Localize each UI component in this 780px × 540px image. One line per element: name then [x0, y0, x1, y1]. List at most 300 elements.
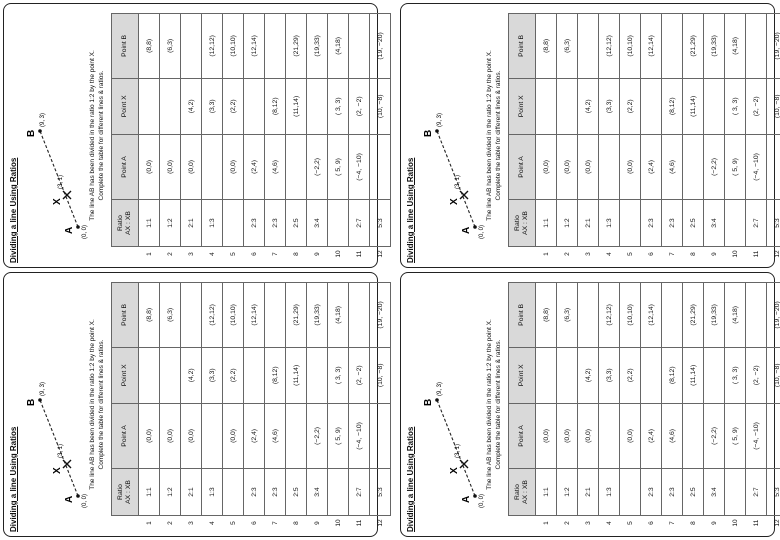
point-x-cell: (11,14) [286, 347, 307, 403]
row-number: 9 [313, 521, 321, 525]
point-b-cell [662, 283, 683, 348]
point-b-cell: (8,8) [536, 14, 557, 79]
ratio-cell: 1:3 [599, 469, 620, 516]
point-b-dot [435, 398, 439, 402]
point-b-cell [578, 14, 599, 79]
instruction-line: Complete the table for different lines & ratios. [495, 70, 503, 201]
ratio-cell: 2:7 [349, 200, 370, 247]
row-number-header [509, 516, 536, 531]
ratio-cell: 1:1 [139, 200, 160, 247]
ratio-cell [725, 200, 746, 247]
point-a-cell: (4,6) [662, 403, 683, 468]
worksheet-card-bottom-right [400, 272, 780, 537]
row-number: 10 [731, 519, 739, 527]
point-b-cell [746, 283, 767, 348]
point-b-cell: (4,18) [725, 283, 746, 348]
point-x-cell: (8,12) [265, 78, 286, 134]
ratio-cell: 1:1 [536, 200, 557, 247]
point-x-coord: (3, 1) [58, 174, 64, 189]
worksheet-sheet [4, 4, 384, 269]
worksheet-card-top-right [400, 3, 780, 268]
ratio-cell: 2:3 [662, 469, 683, 516]
point-x-cell: (2, −2) [746, 78, 767, 134]
table-row [307, 283, 328, 531]
point-a-cell: ( 5, 9) [725, 134, 746, 199]
row-number: 2 [166, 521, 174, 525]
point-a-cell: (−2,2) [307, 134, 328, 199]
point-b-cell [265, 283, 286, 348]
point-a-cell [202, 134, 223, 199]
table-row [536, 14, 557, 262]
point-b-cell [746, 14, 767, 79]
point-x-cell: (10, −8) [370, 78, 391, 134]
point-a-cell: (0,0) [557, 134, 578, 199]
ratio-header [112, 469, 139, 516]
table-row [704, 14, 725, 262]
ratio-cell: 2:3 [265, 469, 286, 516]
point-b-cell: (6,3) [557, 14, 578, 79]
ratio-cell: 5:3 [370, 469, 391, 516]
row-number: 11 [752, 250, 760, 258]
point-x-coord: (3, 1) [58, 443, 64, 458]
ratio-cell: 2:5 [683, 469, 704, 516]
point-b-cell: (12,12) [202, 283, 223, 348]
point-b-cell: (6,3) [557, 283, 578, 348]
description-line: The line AB has been divided in the ratio 1:2 by the point X. [89, 50, 96, 221]
table-row [704, 283, 725, 531]
row-number: 10 [731, 250, 739, 258]
ratio-cell: 2:5 [286, 469, 307, 516]
ratio-cell [328, 200, 349, 247]
ratio-cell: 1:2 [557, 200, 578, 247]
point-a-label: A [461, 495, 472, 503]
ratio-cell: 2:1 [181, 469, 202, 516]
ratio-header-sublabel: AX : XB [125, 480, 132, 504]
worksheet-description [88, 8, 106, 263]
row-number: 11 [355, 519, 363, 527]
ratio-cell [620, 469, 641, 516]
ratio-cell [223, 469, 244, 516]
worksheet-card-top-left [3, 3, 384, 268]
point-a-cell: (0,0) [536, 134, 557, 199]
point-b-cell [349, 14, 370, 79]
table-row [223, 14, 244, 262]
point-x-cell [536, 347, 557, 403]
row-number: 10 [334, 519, 342, 527]
point-b-cell: (6,3) [160, 283, 181, 348]
point-a-cell: (2,4) [244, 403, 265, 468]
table-row [662, 283, 683, 531]
point-a-cell: (0,0) [578, 403, 599, 468]
point-x-cell [557, 347, 578, 403]
row-number: 1 [542, 521, 550, 525]
ratio-cell: 3:4 [307, 200, 328, 247]
table-row [641, 283, 662, 531]
row-number: 9 [710, 252, 718, 256]
point-a-cell: (0,0) [578, 134, 599, 199]
table-row [536, 283, 557, 531]
point-x-cell: (11,14) [683, 347, 704, 403]
description-line: The line AB has been divided in the ratio 1:2 by the point X. [486, 319, 493, 490]
row-number: 3 [584, 252, 592, 256]
point-a-cell: (0,0) [139, 134, 160, 199]
table-row [725, 283, 746, 531]
point-b-cell [662, 14, 683, 79]
row-number: 3 [187, 252, 195, 256]
point-b-coord: (9, 3) [40, 381, 46, 396]
point-b-cell [181, 14, 202, 79]
point-b-cell: (8,8) [139, 14, 160, 79]
ratio-cell: 2:3 [244, 469, 265, 516]
point-x-header: Point X [112, 347, 139, 403]
row-number-header [112, 247, 139, 262]
ratio-cell [328, 469, 349, 516]
table-row [370, 283, 391, 531]
point-a-cell: ( 5, 9) [725, 403, 746, 468]
table-row [349, 283, 370, 531]
row-number: 4 [605, 252, 613, 256]
point-x-cell: (8,12) [662, 78, 683, 134]
point-b-cell: (19, −20) [370, 283, 391, 348]
point-b-cell: (21,29) [286, 283, 307, 348]
table-row [599, 14, 620, 262]
point-b-cell: (10,10) [223, 14, 244, 79]
point-x-cell: ( 3, 3) [328, 347, 349, 403]
point-x-label: X [449, 198, 460, 205]
point-b-header: Point B [509, 14, 536, 79]
card-border [400, 272, 780, 537]
point-b-dot [435, 129, 439, 133]
table-row [160, 283, 181, 531]
card-border [400, 3, 780, 268]
point-a-cell: (−4, −10) [746, 403, 767, 468]
table-row [328, 283, 349, 531]
point-b-coord: (9, 3) [437, 381, 443, 396]
table-row [662, 14, 683, 262]
row-number: 8 [689, 521, 697, 525]
point-x-header: Point X [509, 347, 536, 403]
row-number-header [509, 247, 536, 262]
point-a-cell: (0,0) [139, 403, 160, 468]
point-a-cell: (−2,2) [704, 134, 725, 199]
line-segment-diagram [20, 368, 90, 518]
row-number: 11 [752, 519, 760, 527]
point-b-cell: (8,8) [139, 283, 160, 348]
point-a-dot [76, 225, 80, 229]
point-a-cell: ( 5, 9) [328, 134, 349, 199]
line-segment-diagram [417, 368, 487, 518]
point-b-cell: (12,14) [244, 14, 265, 79]
point-b-cell: (19,33) [704, 14, 725, 79]
table-row [746, 283, 767, 531]
point-b-dot [38, 398, 42, 402]
table-row [265, 14, 286, 262]
point-x-cell: (3,3) [599, 78, 620, 134]
point-b-cell [265, 14, 286, 79]
row-number: 12 [773, 250, 780, 258]
point-b-cell: (19, −20) [370, 14, 391, 79]
point-x-cell: (3,3) [599, 347, 620, 403]
ratio-cell: 2:1 [181, 200, 202, 247]
ratio-cell: 2:5 [683, 200, 704, 247]
point-x-cell: (10, −8) [767, 347, 780, 403]
row-number: 9 [313, 252, 321, 256]
point-x-cell: (3,3) [202, 78, 223, 134]
point-a-cell: (−4, −10) [349, 403, 370, 468]
point-b-cell: (10,10) [620, 14, 641, 79]
point-a-coord: (0, 0) [82, 224, 88, 239]
ratio-header [509, 200, 536, 247]
point-x-cell: (10, −8) [370, 347, 391, 403]
point-a-cell [370, 134, 391, 199]
row-number: 6 [647, 521, 655, 525]
ratio-header-label: Ratio [513, 215, 521, 231]
point-x-coord: (3, 1) [455, 174, 461, 189]
point-b-cell: (21,29) [286, 14, 307, 79]
table-row [370, 14, 391, 262]
point-a-label: A [461, 226, 472, 234]
ratio-header-sublabel: AX : XB [522, 211, 529, 235]
ratio-table [111, 282, 391, 530]
point-x-cell [704, 347, 725, 403]
point-x-cell [160, 78, 181, 134]
point-b-cell: (6,3) [160, 14, 181, 79]
row-number: 5 [626, 252, 634, 256]
row-number: 5 [626, 521, 634, 525]
point-x-header: Point X [509, 78, 536, 134]
point-a-header: Point A [112, 134, 139, 199]
point-b-dot [38, 129, 42, 133]
table-row [746, 14, 767, 262]
ratio-cell: 2:3 [641, 200, 662, 247]
ratio-header [509, 469, 536, 516]
point-b-cell: (4,18) [328, 283, 349, 348]
row-number: 9 [710, 521, 718, 525]
point-a-cell: (−4, −10) [349, 134, 370, 199]
point-b-label: B [423, 129, 434, 137]
point-a-coord: (0, 0) [82, 493, 88, 508]
table-header-row [112, 14, 139, 262]
point-b-cell: (19,33) [704, 283, 725, 348]
ratio-cell: 1:3 [202, 200, 223, 247]
table-row [620, 14, 641, 262]
worksheet-title: Dividing a line Using Ratios [9, 426, 18, 532]
table-row [160, 14, 181, 262]
ratio-cell: 1:1 [536, 469, 557, 516]
row-number: 12 [376, 519, 384, 527]
point-a-cell: (4,6) [265, 134, 286, 199]
worksheet-title: Dividing a line Using Ratios [9, 157, 18, 263]
point-x-cell: (2,2) [620, 347, 641, 403]
point-a-cell [599, 403, 620, 468]
ratio-header-label: Ratio [116, 484, 124, 500]
point-b-cell [349, 283, 370, 348]
worksheet-description [485, 8, 503, 263]
row-number: 6 [250, 521, 258, 525]
row-number: 12 [376, 250, 384, 258]
row-number: 5 [229, 252, 237, 256]
ratio-header-sublabel: AX : XB [522, 480, 529, 504]
row-number: 8 [292, 521, 300, 525]
line-segment-diagram [20, 99, 90, 249]
point-b-header: Point B [509, 283, 536, 348]
point-a-cell: (0,0) [620, 403, 641, 468]
point-a-label: A [64, 226, 75, 234]
description-line: The line AB has been divided in the ratio 1:2 by the point X. [89, 319, 96, 490]
ratio-cell: 3:4 [307, 469, 328, 516]
worksheet-sheet [401, 273, 780, 538]
row-number: 1 [145, 252, 153, 256]
worksheet-description [88, 277, 106, 532]
point-x-cell [139, 347, 160, 403]
point-b-cell: (12,14) [641, 14, 662, 79]
worksheet-sheet [4, 273, 384, 538]
point-x-cell [139, 78, 160, 134]
table-row [767, 14, 780, 262]
ratio-header-label: Ratio [116, 215, 124, 231]
point-b-cell: (19,33) [307, 283, 328, 348]
ratio-cell: 2:3 [641, 469, 662, 516]
point-a-cell [683, 134, 704, 199]
point-x-cell: (2, −2) [746, 347, 767, 403]
table-row [307, 14, 328, 262]
point-a-cell: (0,0) [557, 403, 578, 468]
table-row [599, 283, 620, 531]
row-number: 6 [250, 252, 258, 256]
point-x-label: X [52, 198, 63, 205]
row-number: 4 [605, 521, 613, 525]
point-a-coord: (0, 0) [479, 224, 485, 239]
ratio-cell: 2:5 [286, 200, 307, 247]
point-a-cell: (0,0) [181, 134, 202, 199]
point-a-cell [767, 134, 780, 199]
point-x-cell: (2,2) [223, 78, 244, 134]
row-number: 8 [292, 252, 300, 256]
ratio-cell: 1:2 [160, 200, 181, 247]
point-x-cell: (4,2) [181, 347, 202, 403]
point-b-cell [578, 283, 599, 348]
point-a-cell [767, 403, 780, 468]
point-a-header: Point A [509, 134, 536, 199]
table-header-row [509, 283, 536, 531]
ratio-cell: 2:1 [578, 200, 599, 247]
ratio-table [508, 13, 780, 261]
point-x-cell: (4,2) [578, 78, 599, 134]
table-row [181, 14, 202, 262]
point-x-cell [307, 347, 328, 403]
ratio-cell: 5:3 [370, 200, 391, 247]
table-body [139, 283, 391, 531]
table-row [139, 14, 160, 262]
row-number: 7 [271, 252, 279, 256]
worksheet-title: Dividing a line Using Ratios [406, 157, 415, 263]
table-row [244, 283, 265, 531]
point-b-cell: (4,18) [328, 14, 349, 79]
point-a-header: Point A [112, 403, 139, 468]
point-x-cell [641, 347, 662, 403]
table-row [202, 283, 223, 531]
point-b-label: B [423, 398, 434, 406]
ratio-cell: 3:4 [704, 469, 725, 516]
row-number: 8 [689, 252, 697, 256]
row-number: 5 [229, 521, 237, 525]
row-number: 11 [355, 250, 363, 258]
point-x-cell: ( 3, 3) [328, 78, 349, 134]
row-number: 4 [208, 521, 216, 525]
card-border [3, 272, 384, 537]
point-x-cell: (11,14) [286, 78, 307, 134]
ratio-cell: 5:3 [767, 200, 780, 247]
row-number: 1 [542, 252, 550, 256]
point-b-header: Point B [112, 14, 139, 79]
table-header-row [509, 14, 536, 262]
ratio-cell: 2:7 [746, 469, 767, 516]
description-line: The line AB has been divided in the ratio 1:2 by the point X. [486, 50, 493, 221]
ratio-cell: 2:7 [349, 469, 370, 516]
point-x-cell [557, 78, 578, 134]
table-row [683, 283, 704, 531]
point-b-cell: (19,33) [307, 14, 328, 79]
point-a-cell [286, 134, 307, 199]
point-a-cell: (0,0) [536, 403, 557, 468]
point-a-cell: (0,0) [223, 134, 244, 199]
table-row [223, 283, 244, 531]
row-number: 2 [563, 252, 571, 256]
row-number: 6 [647, 252, 655, 256]
ratio-cell: 2:3 [244, 200, 265, 247]
point-a-cell: (4,6) [265, 403, 286, 468]
card-border [3, 3, 384, 268]
point-x-cell: (2,2) [620, 78, 641, 134]
point-x-cell: (8,12) [265, 347, 286, 403]
table-row [349, 14, 370, 262]
point-b-label: B [26, 398, 37, 406]
point-x-cell [244, 78, 265, 134]
row-number: 10 [334, 250, 342, 258]
table-row [683, 14, 704, 262]
table-row [202, 14, 223, 262]
table-row [641, 14, 662, 262]
table-row [578, 14, 599, 262]
row-number: 1 [145, 521, 153, 525]
point-a-cell [286, 403, 307, 468]
table-row [328, 14, 349, 262]
table-row [578, 283, 599, 531]
point-a-cell: (2,4) [641, 403, 662, 468]
point-x-cell: (4,2) [181, 78, 202, 134]
point-x-cell [307, 78, 328, 134]
table-row [265, 283, 286, 531]
table-row [620, 283, 641, 531]
ratio-table [111, 13, 391, 261]
table-row [181, 283, 202, 531]
point-b-cell: (10,10) [620, 283, 641, 348]
table-body [536, 283, 780, 531]
point-b-cell: (4,18) [725, 14, 746, 79]
instruction-line: Complete the table for different lines & ratios. [98, 70, 106, 201]
point-x-cell: (2, −2) [349, 347, 370, 403]
point-x-cell: (2, −2) [349, 78, 370, 134]
point-x-cell [536, 78, 557, 134]
row-number-header [112, 516, 139, 531]
point-b-label: B [26, 129, 37, 137]
point-b-cell: (12,12) [599, 283, 620, 348]
table-row [244, 14, 265, 262]
point-a-cell: (2,4) [641, 134, 662, 199]
worksheet-title: Dividing a line Using Ratios [406, 426, 415, 532]
point-b-cell: (12,14) [244, 283, 265, 348]
ratio-cell: 3:4 [704, 200, 725, 247]
